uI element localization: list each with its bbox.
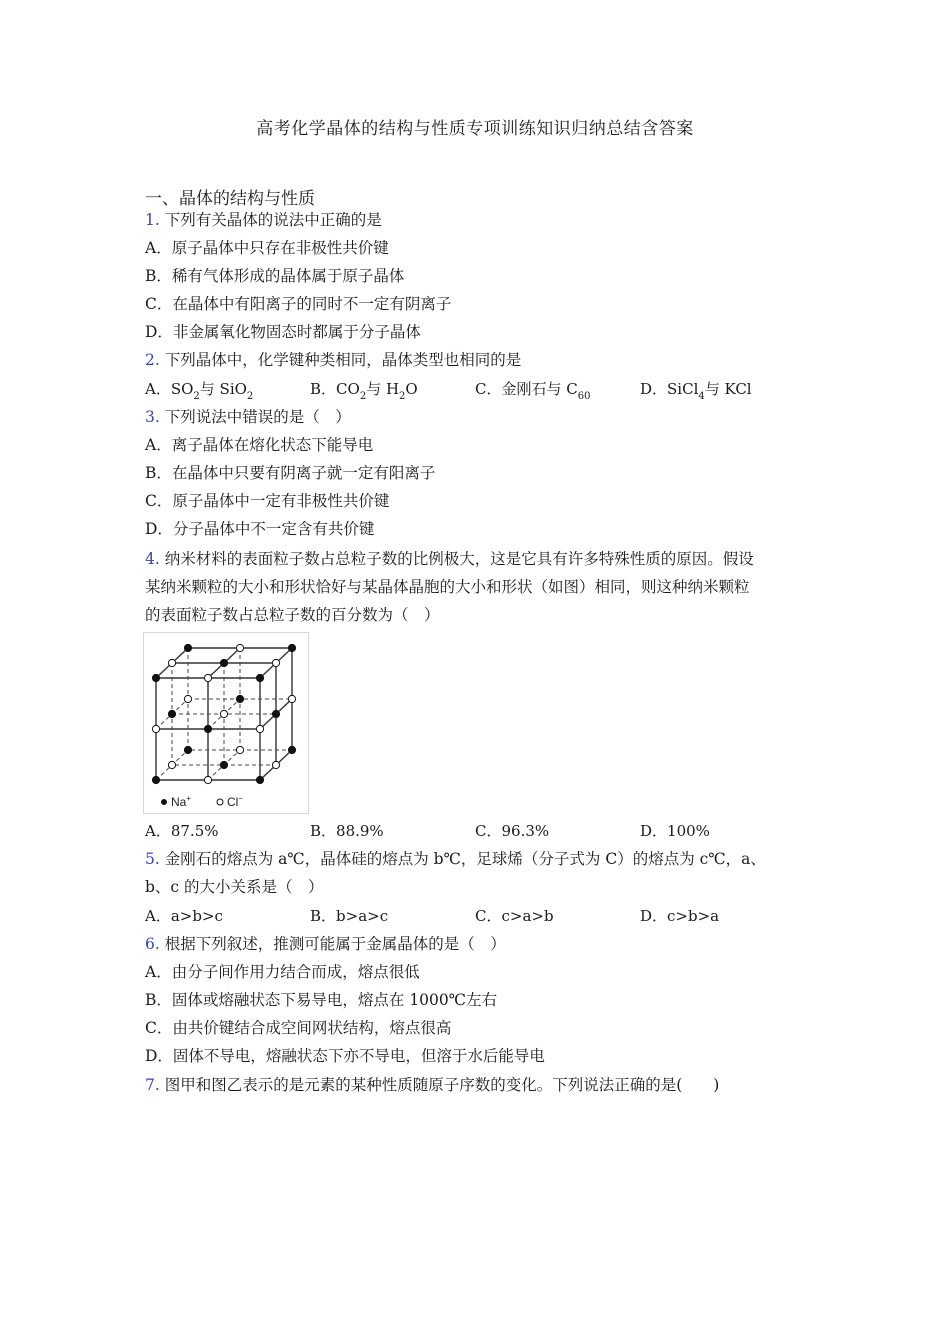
nacl-lattice-diagram xyxy=(144,633,308,813)
option-b: B．88.9% xyxy=(310,822,384,840)
option-a: A．离子晶体在熔化状态下能导电 xyxy=(145,436,374,454)
question-2 xyxy=(145,346,521,374)
option-c: C．原子晶体中一定有非极性共价键 xyxy=(145,492,390,510)
option-a: A．87.5% xyxy=(145,822,219,840)
option-a: A．$SO_2$与 SiO$_2$ xyxy=(145,380,254,402)
question-number: 5. xyxy=(145,850,160,868)
option-c: C．在晶体中有阳离子的同时不一定有阴离子 xyxy=(145,295,452,313)
question-stem: 下列说法中错误的是（ ） xyxy=(164,408,351,426)
option-a: A．原子晶体中只存在非极性共价键 xyxy=(145,239,389,257)
cl-legend-label: Cl− xyxy=(227,794,244,809)
question-stem: 下列晶体中，化学键种类相同，晶体类型也相同的是 xyxy=(164,351,522,369)
question-stem: 图甲和图乙表示的是元素的某种性质随原子序数的变化。下列说法正确的是( ) xyxy=(164,1076,720,1094)
option-c: C．由共价键结合成空间网状结构，熔点很高 xyxy=(145,1019,452,1037)
question-6 xyxy=(145,930,506,958)
option-d: D．固体不导电，熔融状态下亦不导电，但溶于水后能导电 xyxy=(145,1047,545,1065)
cl-legend-dot xyxy=(217,799,223,805)
question-stem-cont: b、c 的大小关系是（ ） xyxy=(145,878,324,896)
nacl-crystal-figure xyxy=(143,632,309,814)
option-b: B．稀有气体形成的晶体属于原子晶体 xyxy=(145,267,405,285)
option-a: A．a>b>c xyxy=(145,907,223,925)
question-stem: 金刚石的熔点为 a℃，晶体硅的熔点为 b℃，足球烯（分子式为 C）的熔点为 c℃，a、 xyxy=(164,850,766,868)
option-b: B．在晶体中只要有阴离子就一定有阳离子 xyxy=(145,464,436,482)
question-3 xyxy=(145,403,351,431)
question-number: 1. xyxy=(145,211,160,229)
options-row xyxy=(145,375,825,403)
option-d: D．非金属氧化物固态时都属于分子晶体 xyxy=(145,323,421,341)
option-b: B．固体或熔融状态下易导电，熔点在 1000℃左右 xyxy=(145,991,498,1009)
question-stem: 下列有关晶体的说法中正确的是 xyxy=(164,211,382,229)
question-4 xyxy=(145,545,754,573)
option-c: C．金刚石与 $C_{60}$ xyxy=(475,380,591,402)
question-stem: 根据下列叙述，推测可能属于金属晶体的是（ ） xyxy=(164,935,506,953)
na-legend-dot xyxy=(161,799,167,805)
option-d: D．100% xyxy=(640,822,710,840)
option-c: C．96.3% xyxy=(475,822,550,840)
page-title: 高考化学晶体的结构与性质专项训练知识归纳总结含答案 xyxy=(256,119,694,139)
option-d: D．c>b>a xyxy=(640,907,720,925)
option-c: C．c>a>b xyxy=(475,907,554,925)
question-stem: 纳米材料的表面粒子数占总粒子数的比例极大，这是它具有许多特殊性质的原因。假设 xyxy=(164,550,754,568)
question-1 xyxy=(145,206,382,234)
options-row xyxy=(145,817,825,845)
option-b: B．$CO_2$与 $H_2O$ xyxy=(310,380,418,402)
question-7 xyxy=(145,1071,719,1099)
option-a: A．由分子间作用力结合而成，熔点很低 xyxy=(145,963,420,981)
question-number: 4. xyxy=(145,550,160,568)
question-5 xyxy=(145,845,766,873)
na-legend-label: Na+ xyxy=(171,794,192,809)
option-d: D．分子晶体中不一定含有共价键 xyxy=(145,520,375,538)
option-d: D．SiCl$_4$与 KCl xyxy=(640,380,752,402)
question-number: 3. xyxy=(145,408,160,426)
question-stem-cont: 某纳米颗粒的大小和形状恰好与某晶体晶胞的大小和形状（如图）相同，则这种纳米颗粒 xyxy=(145,578,750,596)
question-stem-cont: 的表面粒子数占总粒子数的百分数为（ ） xyxy=(145,606,440,624)
options-row xyxy=(145,902,825,930)
question-number: 6. xyxy=(145,935,160,953)
option-b: B．b>a>c xyxy=(310,907,389,925)
section-heading: 一、晶体的结构与性质 xyxy=(145,189,315,209)
question-number: 7. xyxy=(145,1076,160,1094)
question-number: 2. xyxy=(145,351,160,369)
